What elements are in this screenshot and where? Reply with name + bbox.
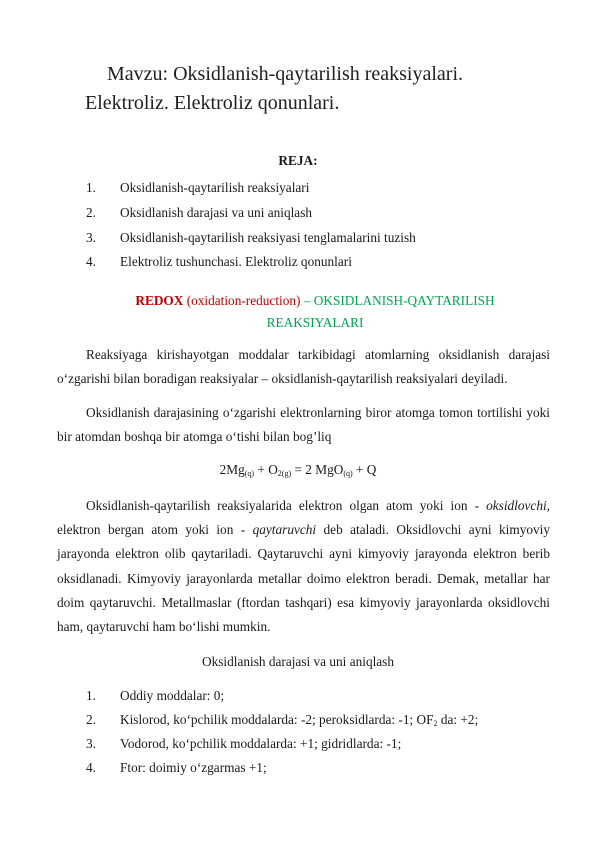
p3-text-c: , elektron bergan atom yoki ion - [57,498,550,538]
eq-heat: + Q [352,462,377,477]
eq-mgo-state: (q) [343,469,353,478]
list-text: Elektroliz tushunchasi. Elektroliz qonunlari [120,254,352,269]
paragraph-definition: Reaksiyaga kirishayotgan moddalar tarkibidagi atomlarning oksidlanish darajasi o‘zgarishi bilan boradigan reaksiyalar – oksidlanish-qaytarilish reaksiyalari deyiladi. [57,347,550,387]
title-line-1: Mavzu: Oksidlanish-qaytarilish reaksiyalari. [107,63,464,85]
list-text: Oksidlanish-qaytarilish reaksiyasi tenglamalarini tuzish [120,230,416,245]
term-oxidant: oksidlovchi [486,498,547,513]
eq-mgo: = 2 MgO [291,462,344,477]
title-line-2: Elektroliz. Elektroliz qonunlari. [85,92,340,114]
list-text: Oksidlanish darajasi va uni aniqlash [120,205,313,220]
section-heading [110,290,520,334]
redox-english: (oxidation-reduction) [186,293,301,308]
rule-subscript: 2 [433,719,438,728]
page-title [85,60,545,118]
list-text: Oddiy moddalar: 0; [120,688,225,703]
paragraph-oxidation-change: Oksidlanish darajasining o‘zgarishi elektronlarning biror atomga tomon tortilishi yoki bir atomdan boshqa bir atomga o‘tishi bilan bog’liq [57,405,550,445]
rule-text-a: Kislorod, ko‘pchilik moddalarda: -2; peroksidlarda: -1; OF [120,712,434,727]
list-number: 3. [86,736,96,751]
redox-uzbek-line2: REAKSIYALARI [266,315,364,330]
paragraph-oxidant-reductant [57,494,550,639]
rule-text-b: da: +2; [437,712,479,727]
eq-mg: 2Mg [219,462,245,477]
oxidation-heading: Oksidlanish darajasi va uni aniqlash [201,654,395,669]
list-text: Oksidlanish-qaytarilish reaksiyalari [120,180,310,195]
list-number: 1. [86,180,96,195]
list-text: Ftor: doimiy o‘zgarmas +1; [120,760,267,775]
list-text [120,712,478,728]
p3-text-e: deb ataladi. Oksidlovchi ayni kimyoviy jarayonda elektron olib qaytariladi. Qaytaruvchi ayni kimyoviy jarayonda elektron berib oksidlanadi. Kimyoviy jarayonlarda metallar doimo elektron beradi. Demak, metallar har doim qaytaruvchi. Metallmaslar (ftordan tashqari) esa kimyoviy jarayonlarda oksidlovchi ham, qaytaruvchi ham bo‘lishi mumkin. [57,522,551,635]
list-number: 1. [86,688,96,703]
list-number: 4. [86,254,96,269]
list-number: 4. [86,760,96,775]
list-number: 2. [86,205,96,220]
reaction-equation [0,462,596,478]
term-reductant: qaytaruvchi [252,522,317,538]
list-text: Vodorod, ko‘pchilik moddalarda: +1; gidridlarda: -1; [120,736,402,751]
eq-o2-state: 2(g) [277,469,292,478]
p3-text-a: Oksidlanish-qaytarilish reaksiyalarida elektron olgan atom yoki ion - [86,498,487,513]
list-number: 2. [86,712,96,727]
eq-o2: + O [254,462,278,477]
list-number: 3. [86,230,96,245]
eq-mg-state: (q) [244,469,255,478]
plan-heading: REJA: [278,153,318,168]
redox-label: REDOX [135,293,184,308]
redox-uzbek: – OKSIDLANISH-QAYTARILISH [303,293,495,308]
